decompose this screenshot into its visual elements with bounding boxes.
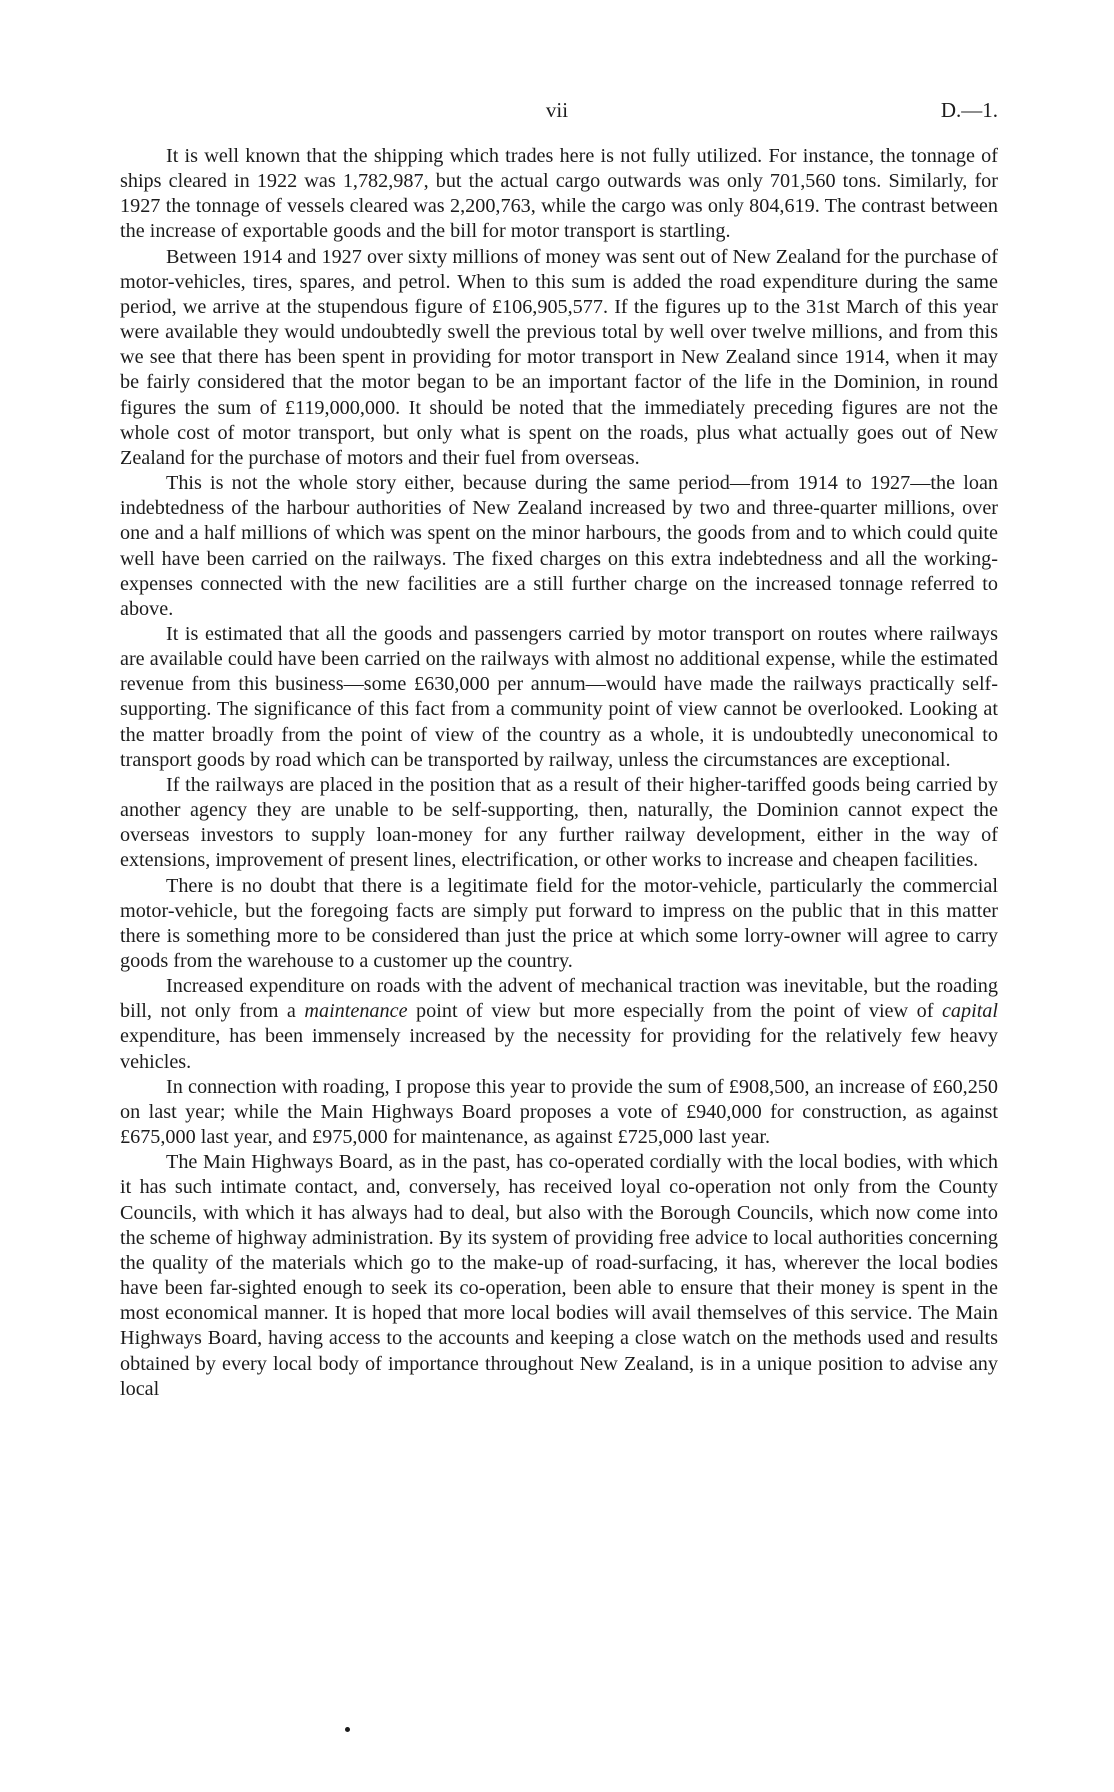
paragraph-railway-self-support: If the railways are placed in the position that as a result of their higher-tariffed goods being carried by another agency they are unable to be self-supporting, then, naturally, the Dominion cannot expect the overseas investors to supply loan-money for any further railway development, either in the way of extensions, improvement of present lines, electrification, or other works to increase and cheapen facilities. <box>120 773 998 872</box>
document-code: D.—1. <box>940 98 998 122</box>
footer-dot <box>345 1727 350 1732</box>
capital-emphasis: capital <box>941 1000 999 1023</box>
maintenance-emphasis: maintenance <box>304 1000 408 1023</box>
body-text <box>120 144 998 1402</box>
page-number: vii <box>545 98 569 122</box>
paragraph-road-expenditure <box>120 974 998 1075</box>
road-expenditure-text-3: expenditure, has been immensely increased by the necessity for providing for the relatively few heavy vehicles. <box>120 1025 998 1073</box>
paragraph-main-highways-board: The Main Highways Board, as in the past, has co-operated cordially with the local bodies, with which it has such intimate contact, and, conversely, has received loyal co-operation not only from the County Councils, with which it has always had to deal, but also with the Borough Councils, which now come into the scheme of highway administration. By its system of providing free advice to local authorities concerning the quality of the materials which go to the make-up of road-surfacing, it has, wherever the local bodies have been far-sighted enough to seek its co-operation, been able to ensure that their money is spent in the most economical manner. It is hoped that more local bodies will avail themselves of this service. The Main Highways Board, having access to the accounts and keeping a close watch on the methods used and results obtained by every local body of importance throughout New Zealand, is in a unique position to advise any local <box>120 1151 998 1400</box>
paragraph-roading-vote: In connection with roading, I propose this year to provide the sum of £908,500, an increase of £60,250 on last year; while the Main Highways Board proposes a vote of £940,000 for construction, as against £675,000 last year, and £975,000 for maintenance, as against £725,000 last year. <box>120 1075 998 1149</box>
paragraph-motor-expenditure: Between 1914 and 1927 over sixty millions of money was sent out of New Zealand for the purchase of motor-vehicles, tires, spares, and petrol. When to this sum is added the road expenditure during the same period, we arrive at the stupendous figure of £106,905,577. If the figures up to the 31st March of this year were available they would undoubtedly swell the previous total by well over twelve millions, and from this we see that there has been spent in providing for motor transport in New Zealand since 1914, when it may be fairly considered that the motor began to be an important factor of the life in the Dominion, in round figures the sum of £119,000,000. It should be noted that the immediately preceding figures are not the whole cost of motor transport, but only what is spent on the roads, plus what actually goes out of New Zealand for the purchase of motors and their fuel from overseas. <box>120 245 998 469</box>
paragraph-railway-revenue: It is estimated that all the goods and passengers carried by motor transport on routes where railways are available could have been carried on the railways with almost no additional expense, while the estimated revenue from this business—some £630,000 per annum—would have made the railways practically self-supporting. The significance of this fact from a community point of view cannot be overlooked. Looking at the matter broadly from the point of view of the country as a whole, it is undoubtedly uneconomical to transport goods by road which can be transported by railway, unless the circumstances are exceptional. <box>120 622 998 771</box>
paragraph-shipping: It is well known that the shipping which trades here is not fully utilized. For instance, the tonnage of ships cleared in 1922 was 1,782,987, but the actual cargo outwards was only 701,560 tons. Similarly, for 1927 the tonnage of vessels cleared was 2,200,763, while the cargo was only 804,619. The contrast between the increase of exportable goods and the bill for motor transport is startling. <box>120 145 998 243</box>
paragraph-motor-vehicle-field: There is no doubt that there is a legitimate field for the motor-vehicle, particularly the commercial motor-vehicle, but the foregoing facts are simply put forward to impress on the public that in this matter there is something more to be considered than just the price at which some lorry-owner will agree to carry goods from the warehouse to a customer up the country. <box>120 874 998 972</box>
page-header <box>0 98 1114 124</box>
paragraph-harbour-indebtedness: This is not the whole story either, because during the same period—from 1914 to 1927—the loan indebtedness of the harbour authorities of New Zealand increased by two and three-quarter millions, over one and a half millions of which was spent on the minor harbours, the goods from and to which could quite well have been carried on the railways. The fixed charges on this extra indebtedness and all the working-expenses connected with the new facilities are a still further charge on the increased tonnage referred to above. <box>120 472 998 620</box>
road-expenditure-text-1: Increased expenditure on roads with the advent of mechanical traction was inevitable, but the roading bill, not only from a <box>120 975 998 1023</box>
road-expenditure-text-2: point of view but more especially from the point of view of <box>407 1000 942 1023</box>
